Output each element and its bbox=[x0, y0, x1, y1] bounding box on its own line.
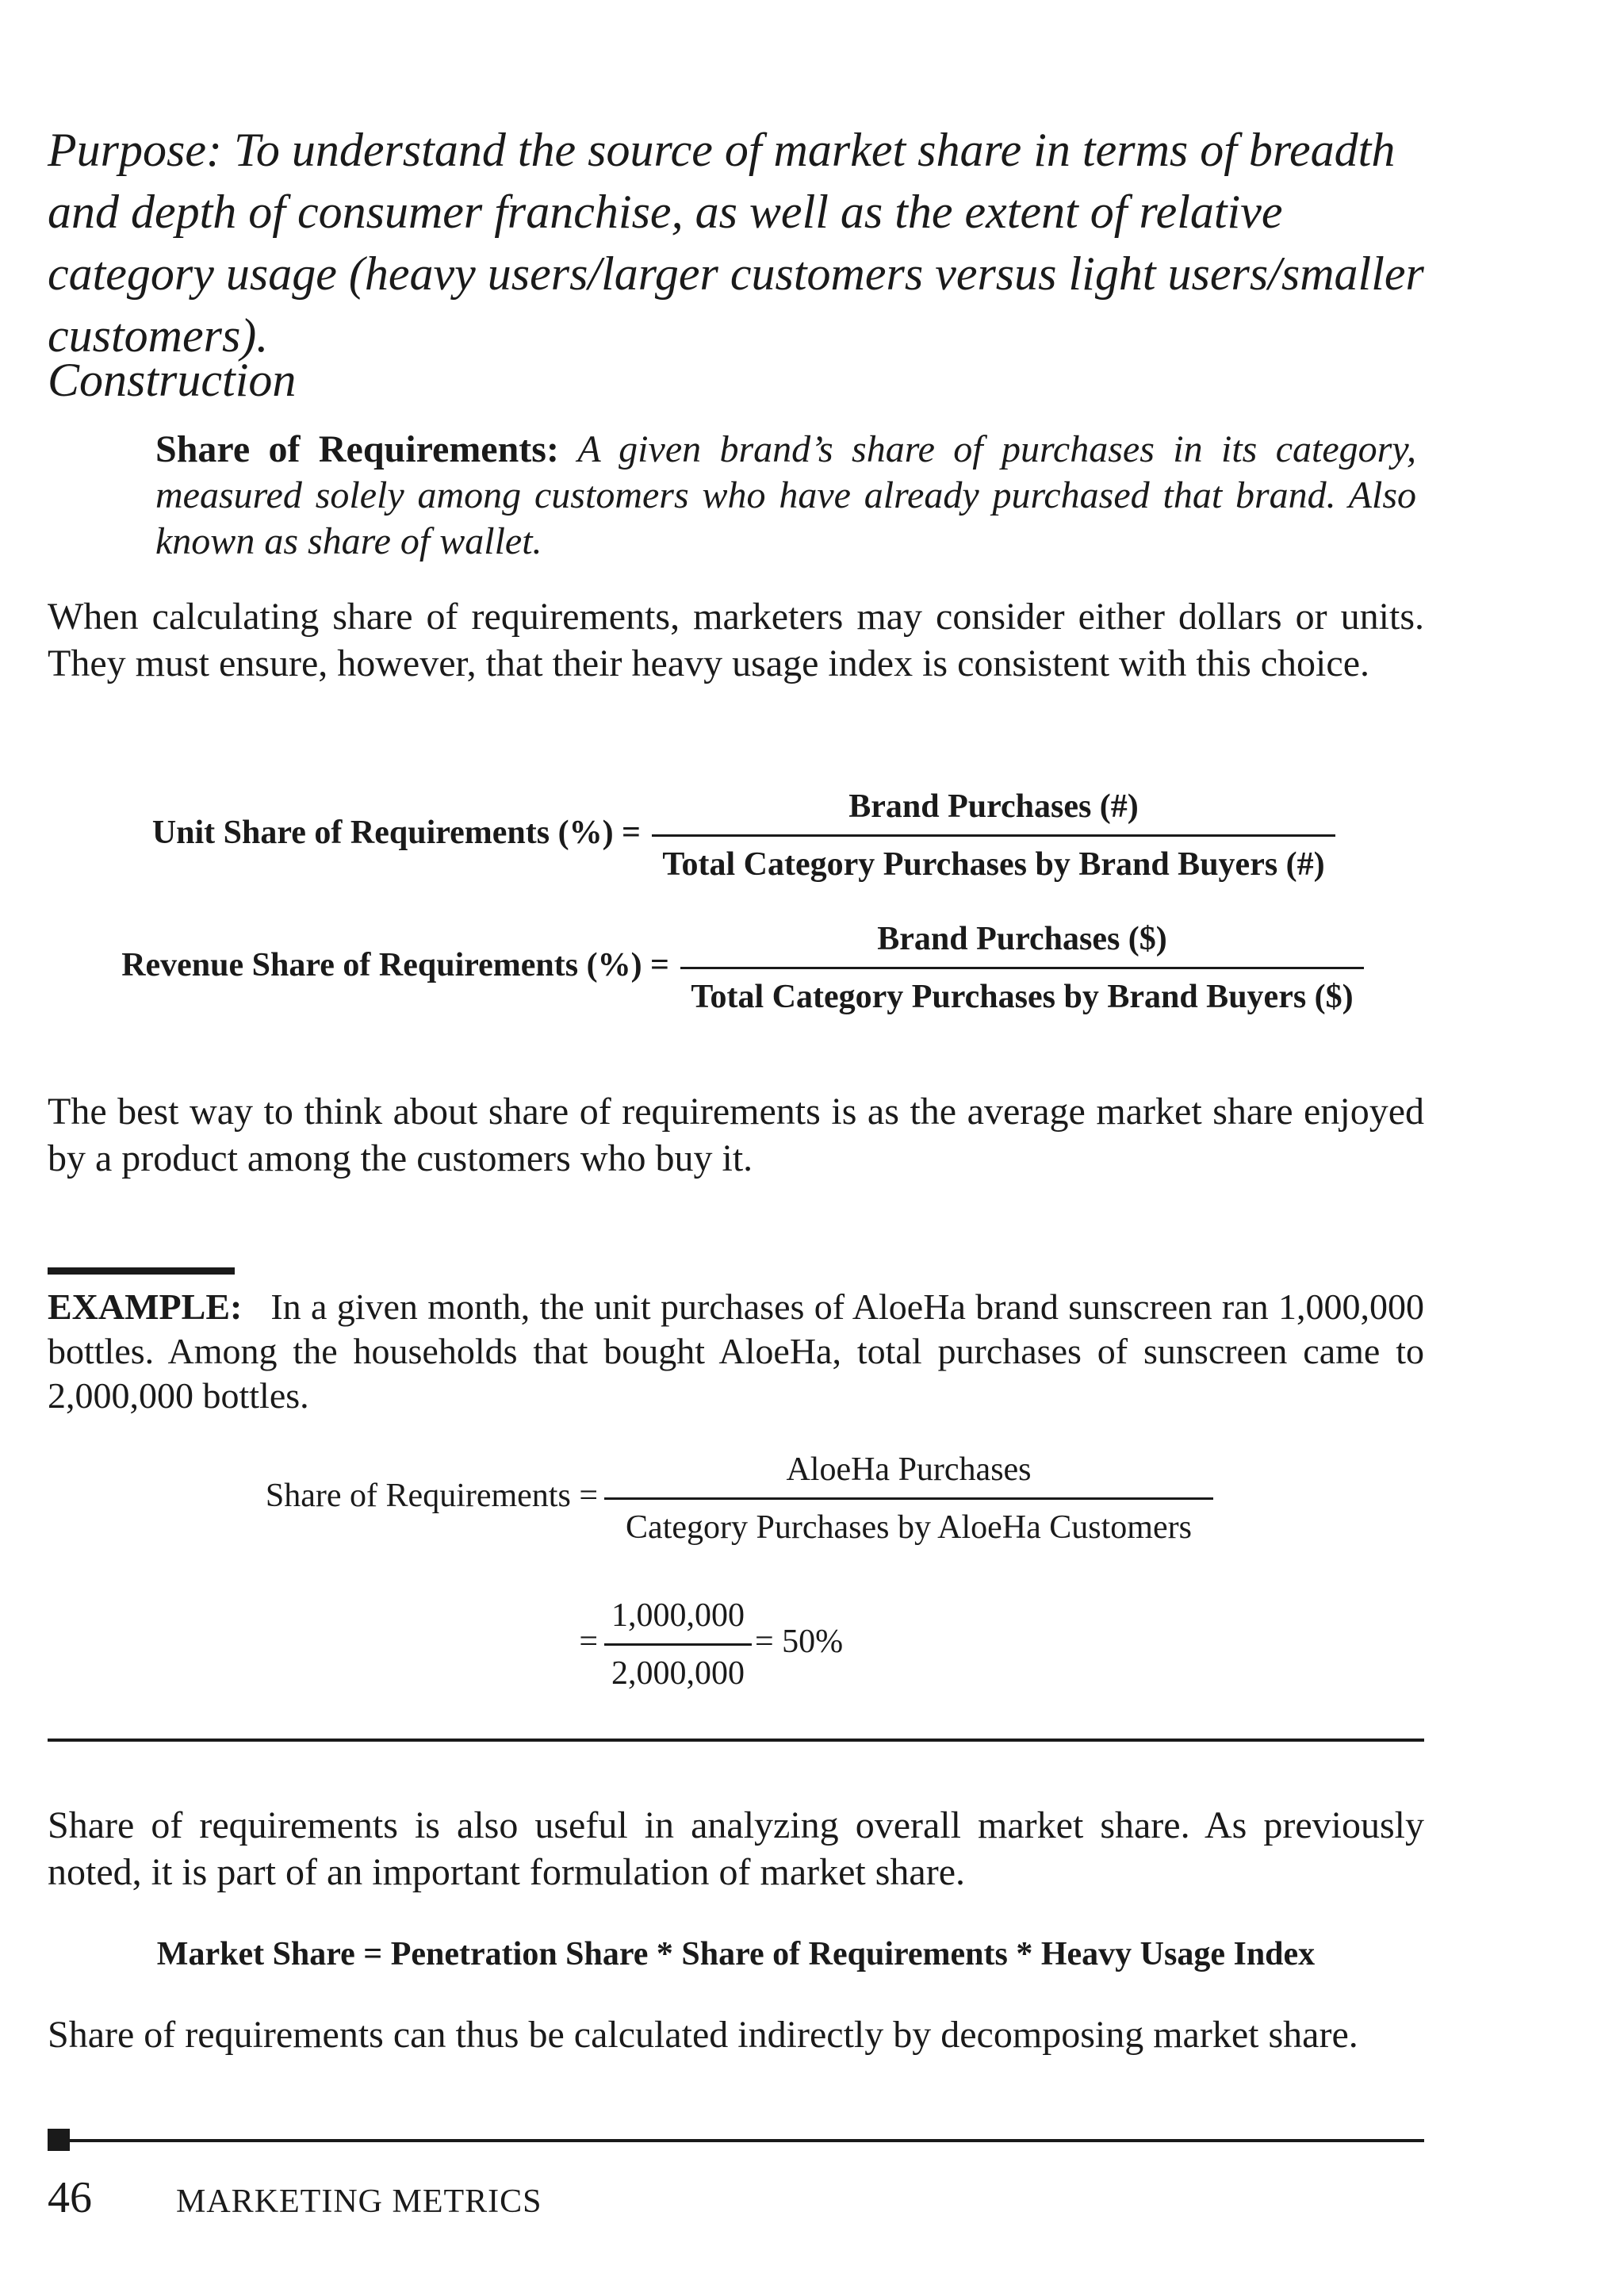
running-footer-title: MARKETING METRICS bbox=[176, 2183, 542, 2220]
example-formula-1 bbox=[0, 1448, 1624, 1559]
definition-text: A given brand’s share of purchases in its category, measured solely among customers who have already purchased that brand. Also known as share of wallet. bbox=[155, 428, 1417, 562]
example-label: EXAMPLE: bbox=[48, 1286, 243, 1327]
example-end-rule bbox=[48, 1739, 1424, 1742]
fraction-bar bbox=[680, 967, 1364, 969]
page-number: 46 bbox=[48, 2173, 92, 2222]
paragraph-average-share: The best way to think about share of requirements is as the average market share enjoyed by a product among the customers who buy it. bbox=[48, 1091, 1424, 1179]
example-formula-2-lhs: = bbox=[579, 1624, 598, 1660]
example-formula-2-fraction bbox=[604, 1594, 752, 1695]
example-marker-bar bbox=[48, 1267, 235, 1275]
formula-unit-share bbox=[0, 785, 1624, 896]
example-formula-2-result: = 50% bbox=[755, 1624, 844, 1660]
market-share-formula: Market Share = Penetration Share * Share of Requirements * Heavy Usage Index bbox=[156, 1936, 1316, 1972]
formula-revenue-fraction bbox=[680, 918, 1364, 1018]
example-formula-2 bbox=[0, 1594, 1624, 1705]
fraction-bar bbox=[604, 1497, 1213, 1500]
paragraph-market-share: Share of requirements is also useful in analyzing overall market share. As previously noted, it is part of an important formulation of market share. bbox=[48, 1804, 1424, 1893]
definition-term: Share of Requirements: bbox=[155, 428, 559, 470]
fraction-bar bbox=[652, 834, 1335, 837]
formula-revenue-denominator: Total Category Purchases by Brand Buyers ($) bbox=[691, 979, 1354, 1015]
paragraph-units-dollars: When calculating share of requirements, marketers may consider either dollars or units. They must ensure, however, that their heavy usage index is consistent with this choice. bbox=[48, 596, 1424, 684]
example-formula-1-numerator: AloeHa Purchases bbox=[786, 1451, 1032, 1488]
formula-unit-fraction bbox=[652, 785, 1335, 886]
footer-rule bbox=[48, 2139, 1424, 2142]
example-formula-2-numerator: 1,000,000 bbox=[611, 1597, 745, 1634]
formula-revenue-lhs: Revenue Share of Requirements (%) = bbox=[121, 947, 669, 983]
formula-revenue-numerator: Brand Purchases ($) bbox=[877, 921, 1167, 957]
formula-unit-numerator: Brand Purchases (#) bbox=[848, 788, 1139, 825]
fraction-bar bbox=[604, 1643, 752, 1646]
definition-block bbox=[155, 427, 1416, 565]
purpose-statement: Purpose: To understand the source of market share in terms of breadth and depth of consumer franchise, as well as the extent of relative category usage (heavy users/larger customers versus light users/smaller customers). bbox=[48, 124, 1424, 362]
paragraph-decomposing: Share of requirements can thus be calculated indirectly by decomposing market share. bbox=[48, 2014, 1358, 2056]
formula-unit-denominator: Total Category Purchases by Brand Buyers (#) bbox=[662, 846, 1325, 883]
example-formula-1-lhs: Share of Requirements = bbox=[265, 1478, 598, 1514]
formula-unit-lhs: Unit Share of Requirements (%) = bbox=[151, 815, 641, 851]
example-block bbox=[48, 1285, 1424, 1418]
example-text: In a given month, the unit purchases of AloeHa brand sunscreen ran 1,000,000 bottles. Among the households that bought AloeHa, total purchases of sunscreen came to 2,000,000 bottles. bbox=[48, 1286, 1424, 1416]
example-formula-2-denominator: 2,000,000 bbox=[611, 1655, 745, 1692]
formula-revenue-share bbox=[0, 918, 1624, 1029]
construction-heading: Construction bbox=[48, 354, 297, 406]
example-formula-1-fraction bbox=[604, 1448, 1213, 1549]
example-formula-1-denominator: Category Purchases by AloeHa Customers bbox=[626, 1509, 1192, 1546]
